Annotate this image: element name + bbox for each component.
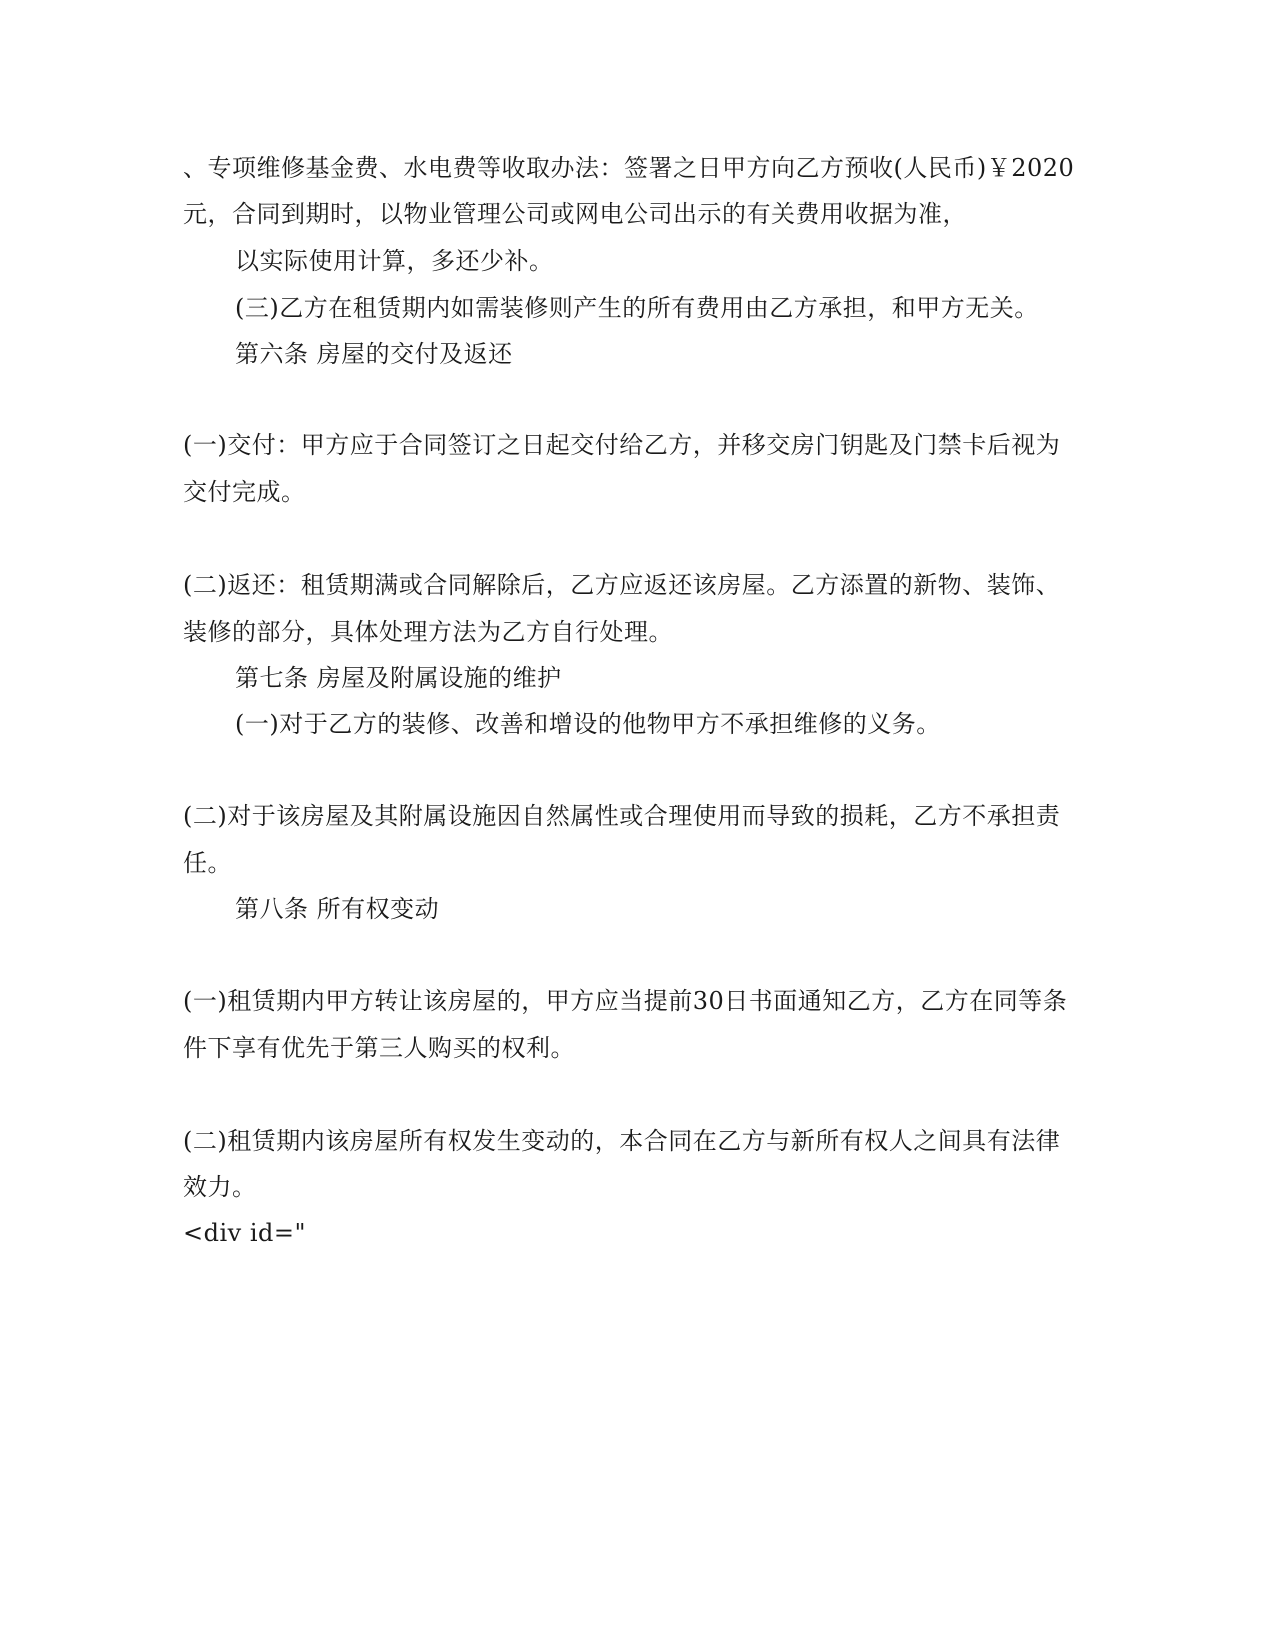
- text-line: (一)对于乙方的装修、改善和增设的他物甲方不承担维修的义务。: [235, 710, 941, 738]
- text-line: (二)对于该房屋及其附属设施因自然属性或合理使用而导致的损耗，乙方不承担责: [183, 802, 1061, 830]
- section-heading: 第七条 房屋及附属设施的维护: [235, 664, 562, 692]
- text-line: 件下享有优先于第三人购买的权利。: [183, 1034, 575, 1062]
- text-line: 效力。: [183, 1173, 257, 1201]
- text-line: <div id=": [183, 1219, 307, 1247]
- text-line: 以实际使用计算，多还少补。: [235, 247, 554, 275]
- text-line: (一)交付：甲方应于合同签订之日起交付给乙方，并移交房门钥匙及门禁卡后视为: [183, 431, 1061, 459]
- text-line: 任。: [183, 849, 232, 877]
- text-line: (二)租赁期内该房屋所有权发生变动的，本合同在乙方与新所有权人之间具有法律: [183, 1127, 1061, 1155]
- text-line: (三)乙方在租赁期内如需装修则产生的所有费用由乙方承担，和甲方无关。: [235, 294, 1039, 322]
- text-line: 装修的部分，具体处理方法为乙方自行处理。: [183, 618, 673, 646]
- text-line: (一)租赁期内甲方转让该房屋的，甲方应当提前30日书面通知乙方，乙方在同等条: [183, 987, 1068, 1015]
- section-heading: 第八条 所有权变动: [235, 895, 440, 923]
- text-line: (二)返还：租赁期满或合同解除后，乙方应返还该房屋。乙方添置的新物、装饰、: [183, 571, 1061, 599]
- text-line: 、专项维修基金费、水电费等收取办法：签署之日甲方向乙方预收(人民币)￥2020: [183, 154, 1075, 182]
- section-heading: 第六条 房屋的交付及返还: [235, 340, 513, 368]
- text-line: 交付完成。: [183, 478, 306, 506]
- text-line: 元，合同到期时，以物业管理公司或网电公司出示的有关费用收据为准，: [183, 200, 967, 228]
